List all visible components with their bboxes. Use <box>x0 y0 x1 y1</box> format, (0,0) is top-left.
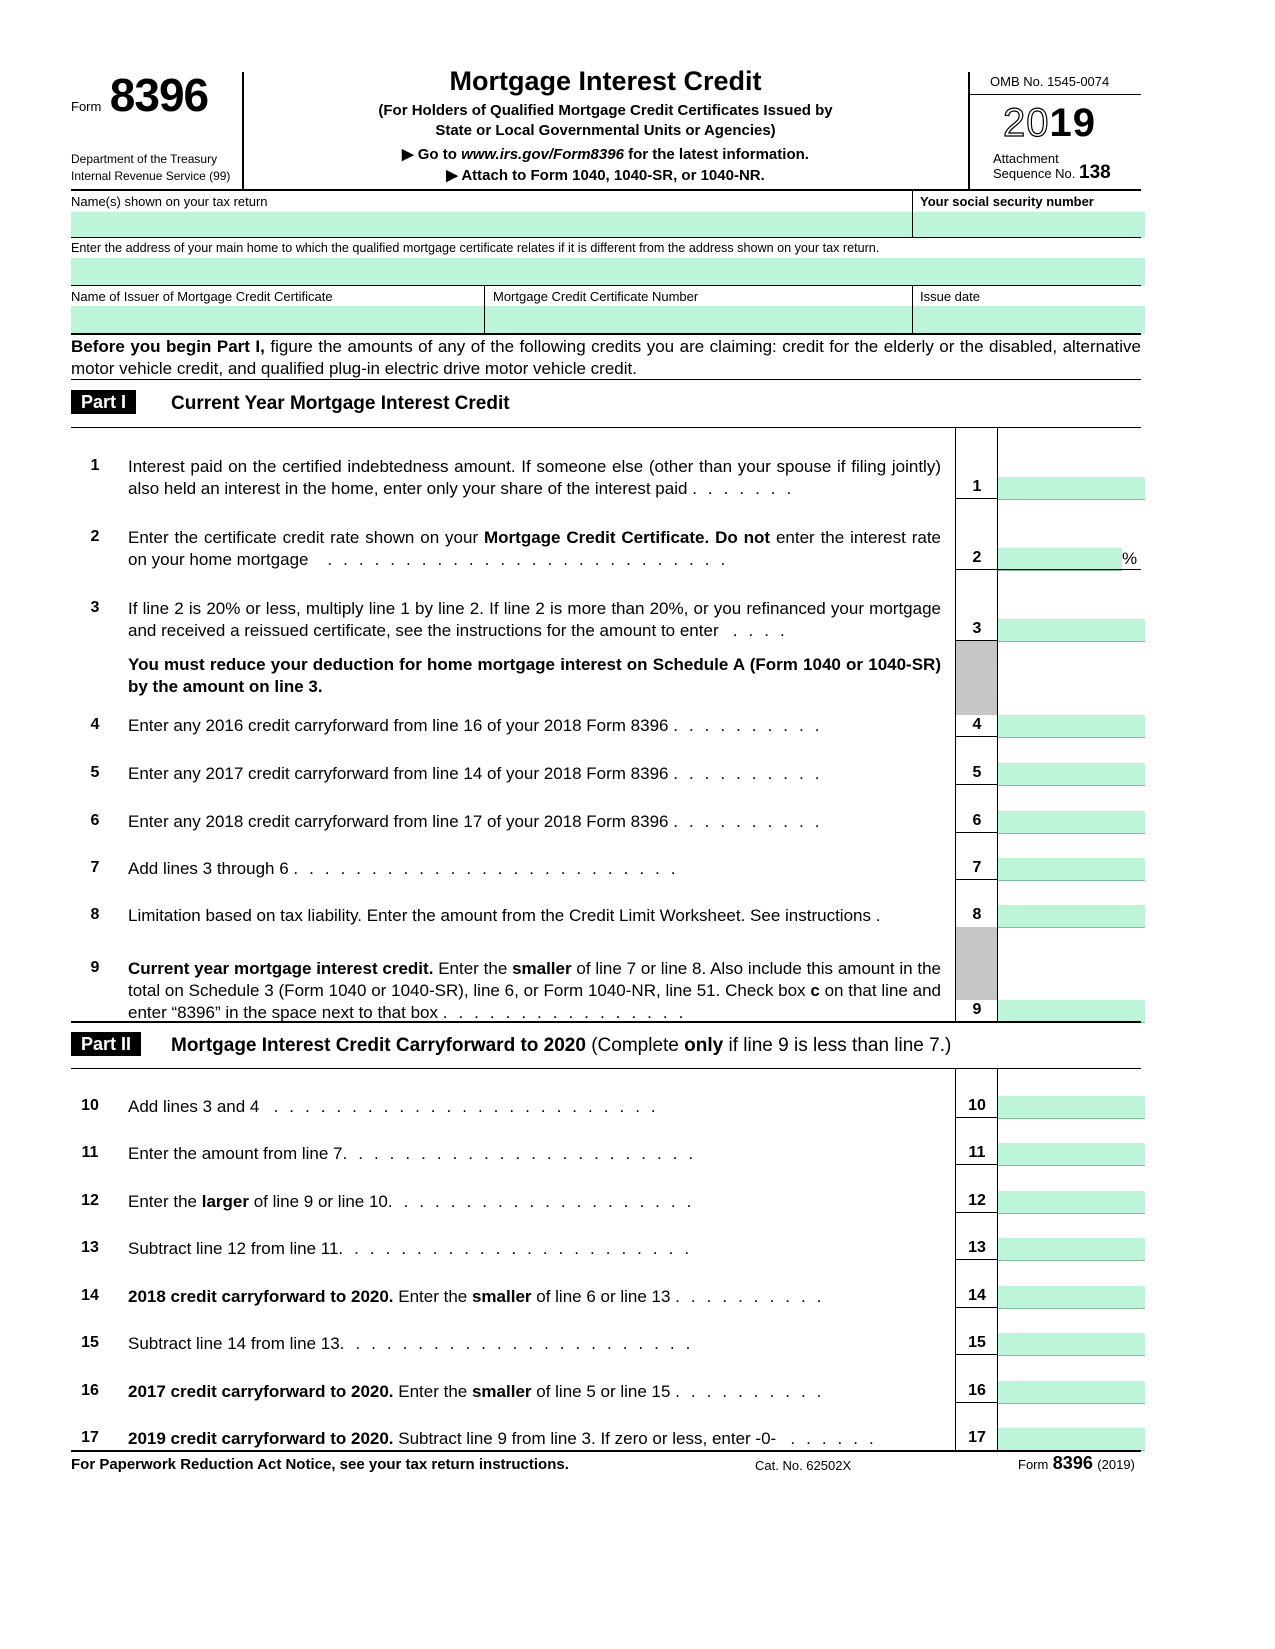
issuer-input[interactable] <box>71 306 487 334</box>
line-8-number: 8 <box>90 906 100 923</box>
part1-title: Current Year Mortgage Interest Credit <box>171 393 510 414</box>
line-2-number: 2 <box>90 528 100 545</box>
department-name: Department of the Treasury <box>71 152 218 166</box>
form-label: Form <box>71 99 102 114</box>
line-14-box-label: 14 <box>968 1287 986 1304</box>
goto-suffix: for the latest information. <box>623 146 809 163</box>
issue-date-label: Issue date <box>920 289 980 304</box>
attachment-label: Attachment <box>993 151 1059 166</box>
line-7-box-label: 7 <box>972 859 982 876</box>
line-14-text: 2018 credit carryforward to 2020. Enter the smaller of line 6 or line 13 .......... <box>128 1287 833 1306</box>
intro-bold: Before you begin Part I, <box>71 337 265 356</box>
line-11-text: Enter the amount from line 7....................... <box>128 1144 705 1163</box>
line-16-input[interactable] <box>998 1381 1145 1404</box>
line-6-input[interactable] <box>998 811 1145 834</box>
cert-number-input[interactable] <box>485 306 915 334</box>
line-8-text: Limitation based on tax liability. Enter the amount from the Credit Limit Worksheet. See instructions . <box>128 906 881 925</box>
service-name: Internal Revenue Service (99) <box>71 169 231 183</box>
line-16-text: 2017 credit carryforward to 2020. Enter the smaller of line 5 or line 15 .......... <box>128 1382 833 1401</box>
paperwork-notice: For Paperwork Reduction Act Notice, see your tax return instructions. <box>71 1456 569 1473</box>
line-6-number: 6 <box>90 812 100 829</box>
goto-prefix: ▶ Go to <box>402 146 462 163</box>
footer-form-id: Form 8396 (2019) <box>1018 1453 1135 1473</box>
line-16-number: 16 <box>81 1382 99 1399</box>
line-14-input[interactable] <box>998 1286 1145 1309</box>
line-13-text: Subtract line 12 from line 11....................... <box>128 1239 701 1258</box>
line-1-number: 1 <box>90 457 100 474</box>
line-4-input[interactable] <box>998 715 1145 738</box>
line-5-box-label: 5 <box>972 764 982 781</box>
line-4-box-label: 4 <box>972 716 982 733</box>
line-15-text: Subtract line 14 from line 13....................... <box>128 1334 702 1353</box>
line-17-input[interactable] <box>998 1428 1145 1451</box>
shaded-box <box>956 927 997 1000</box>
line-12-box-label: 12 <box>968 1192 986 1209</box>
line-11-input[interactable] <box>998 1143 1145 1166</box>
line-9-box-label: 9 <box>972 1001 982 1018</box>
part2-header <box>71 1034 141 1055</box>
ssn-input[interactable] <box>913 212 1145 238</box>
irs-link[interactable]: www.irs.gov/Form8396 <box>461 146 624 163</box>
line-16-box-label: 16 <box>968 1382 986 1399</box>
intro-text: figure the amounts of any of the following credits you are claiming: credit for the elderly or the disabled, alternative motor vehicle credit, and qualified plug-in electric drive motor vehicle credit. <box>71 337 1141 378</box>
line-9-text: Current year mortgage interest credit. Enter the smaller of line 7 or line 8. Also include this amount in the total on Schedule 3 (Form 1040 or 1040-SR), line 6, or Form 1040-NR, line 51. Check box c on that line and enter “8396” in the space next to that box ................ <box>128 959 942 1022</box>
sequence-label: Sequence No. <box>993 166 1076 181</box>
line-8-input[interactable] <box>998 905 1145 928</box>
line-1-box-label: 1 <box>972 478 982 495</box>
line-5-number: 5 <box>90 764 100 781</box>
form-number: 8396 <box>109 69 209 121</box>
line-9-input[interactable] <box>998 1000 1145 1023</box>
goto-instruction <box>243 145 968 163</box>
line-1-input[interactable] <box>998 477 1145 500</box>
form-subtitle-1: (For Holders of Qualified Mortgage Credit Certificates Issued by <box>378 102 833 119</box>
line-3-text: If line 2 is 20% or less, multiply line 1 by line 2. If line 2 is more than 20%, or you refinanced your mortgage and received a reissued certificate, see the instructions for the amount to enter .... <box>128 599 941 640</box>
line-11-box-label: 11 <box>968 1144 986 1161</box>
line-14-number: 14 <box>81 1287 99 1304</box>
year-outline: 20 <box>1003 101 1050 145</box>
line-1-text: Interest paid on the certified indebtedness amount. If someone else (other than your spouse if filing jointly) also held an interest in the home, enter only your share of the interest paid ....... <box>128 457 941 498</box>
form-title: Mortgage Interest Credit <box>449 66 762 96</box>
line-10-input[interactable] <box>998 1096 1145 1119</box>
line-13-box-label: 13 <box>968 1239 986 1256</box>
line-15-input[interactable] <box>998 1333 1145 1356</box>
line-3-note: You must reduce your deduction for home mortgage interest on Schedule A (Form 1040 or 1040-SR) by the amount on line 3. <box>128 655 941 696</box>
line-17-box-label: 17 <box>968 1429 986 1446</box>
attach-instruction: ▶ Attach to Form 1040, 1040-SR, or 1040-NR. <box>446 167 765 184</box>
line-11-number: 11 <box>81 1144 99 1161</box>
line-10-number: 10 <box>81 1097 99 1114</box>
issuer-label: Name of Issuer of Mortgage Credit Certificate <box>71 289 333 304</box>
line-4-number: 4 <box>90 716 100 733</box>
line-6-box-label: 6 <box>972 812 982 829</box>
line-8-box-label: 8 <box>972 906 982 923</box>
line-12-text: Enter the larger of line 9 or line 10.................... <box>128 1192 703 1211</box>
tax-year <box>1003 101 1096 146</box>
year-bold: 19 <box>1049 101 1096 145</box>
name-input[interactable] <box>71 212 915 238</box>
intro-paragraph <box>71 336 1141 380</box>
part1-header <box>71 392 136 413</box>
part2-badge: Part II <box>71 1032 141 1056</box>
line-2-box-label: 2 <box>972 549 982 566</box>
line-3-box-label: 3 <box>972 620 982 637</box>
line-12-number: 12 <box>81 1192 99 1209</box>
line-3-input[interactable] <box>998 619 1145 642</box>
line-10-text: Add lines 3 and 4 ......................... <box>128 1097 667 1116</box>
line-6-text: Enter any 2018 credit carryforward from line 17 of your 2018 Form 8396 .......... <box>128 812 831 831</box>
catalog-number: Cat. No. 62502X <box>755 1458 852 1473</box>
issue-date-input[interactable] <box>913 306 1145 334</box>
line-4-text: Enter any 2016 credit carryforward from line 16 of your 2018 Form 8396 .......... <box>128 716 831 735</box>
line-7-input[interactable] <box>998 858 1145 881</box>
line-10-box-label: 10 <box>968 1097 986 1114</box>
line-13-number: 13 <box>81 1239 99 1256</box>
line-13-input[interactable] <box>998 1238 1145 1261</box>
line-5-input[interactable] <box>998 763 1145 786</box>
line-7-text: Add lines 3 through 6 ......................... <box>128 859 687 878</box>
line-2-text: Enter the certificate credit rate shown on your Mortgage Credit Certificate. Do not enter the interest rate on your home mortgage .......................... <box>128 528 941 569</box>
line-5-text: Enter any 2017 credit carryforward from line 14 of your 2018 Form 8396 .......... <box>128 764 831 783</box>
line-15-number: 15 <box>81 1334 99 1351</box>
sequence-number: 138 <box>1079 162 1111 183</box>
line-17-text: 2019 credit carryforward to 2020. Subtract line 9 from line 3. If zero or less, enter -0- ...... <box>128 1429 885 1448</box>
line-12-input[interactable] <box>998 1191 1145 1214</box>
line-7-number: 7 <box>90 859 100 876</box>
form-subtitle-2: State or Local Governmental Units or Agencies) <box>435 122 776 139</box>
percent-sign: % <box>1122 549 1138 568</box>
line-9-number: 9 <box>90 959 100 976</box>
part2-title: Mortgage Interest Credit Carryforward to 2020 (Complete only if line 9 is less than line 7.) <box>171 1035 952 1056</box>
address-input[interactable] <box>71 258 1145 286</box>
shaded-box <box>956 641 997 715</box>
cert-number-label: Mortgage Credit Certificate Number <box>493 289 699 304</box>
line-2-input[interactable] <box>998 548 1122 571</box>
omb-number: OMB No. 1545-0074 <box>990 74 1110 89</box>
ssn-label: Your social security number <box>920 194 1094 209</box>
part1-badge: Part I <box>71 390 136 414</box>
name-label: Name(s) shown on your tax return <box>71 194 268 209</box>
line-17-number: 17 <box>81 1429 99 1446</box>
line-3-number: 3 <box>90 599 100 616</box>
address-label: Enter the address of your main home to which the qualified mortgage certificate relates if it is different from the address shown on your tax return. <box>71 241 880 255</box>
line-15-box-label: 15 <box>968 1334 986 1351</box>
